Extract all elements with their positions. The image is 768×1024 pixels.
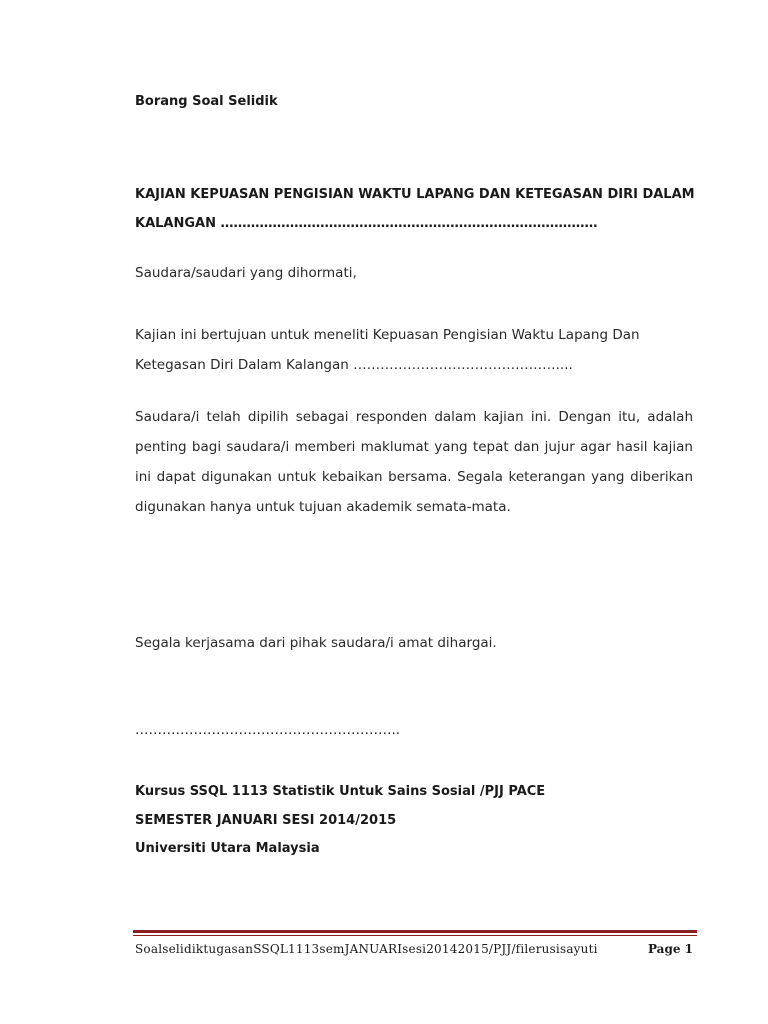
- course-info-block: [135, 778, 545, 864]
- study-title: [135, 180, 695, 238]
- footer-rule-thin: [133, 935, 697, 936]
- study-title-line-1: KAJIAN KEPUASAN PENGISIAN WAKTU LAPANG DAN KETEGASAN DIRI DALAM: [135, 187, 695, 202]
- semester-line: SEMESTER JANUARI SESI 2014/2015: [135, 812, 397, 828]
- signature-line: …………………………………………………..: [135, 722, 401, 738]
- footer-rule: [133, 930, 697, 933]
- university-line: Universiti Utara Malaysia: [135, 841, 320, 856]
- study-title-line-2: KALANGAN ……………………………………………………………………………: [135, 216, 598, 231]
- footer-page-number: Page 1: [647, 942, 693, 956]
- course-line: Kursus SSQL 1113 Statistik Untuk Sains Sosial /PJJ PACE: [135, 784, 546, 799]
- greeting: Saudara/saudari yang dihormati,: [135, 265, 357, 281]
- form-title: Borang Soal Selidik: [135, 94, 278, 109]
- info-paragraph: Saudara/i telah dipilih sebagai responden dalam kajian ini. Dengan itu, adalah penting bagi saudara/i memberi maklumat yang tepat dan jujur agar hasil kajian ini dapat digunakan untuk kebaikan bersama. Segala keterangan yang diberikan digunakan hanya untuk tujuan akademik semata-mata.: [135, 409, 693, 515]
- purpose-line-2: Ketegasan Diri Dalam Kalangan ………………………………………....: [135, 357, 573, 373]
- thanks-text: Segala kerjasama dari pihak saudara/i amat dihargai.: [135, 635, 497, 651]
- purpose-line-1: Kajian ini bertujuan untuk meneliti Kepuasan Pengisian Waktu Lapang Dan: [135, 327, 640, 343]
- footer-file-label: SoalselidiktugasanSSQL1113semJANUARIsesi20142015/PJJ/filerusisayuti: [135, 942, 598, 956]
- purpose-paragraph: [135, 320, 695, 380]
